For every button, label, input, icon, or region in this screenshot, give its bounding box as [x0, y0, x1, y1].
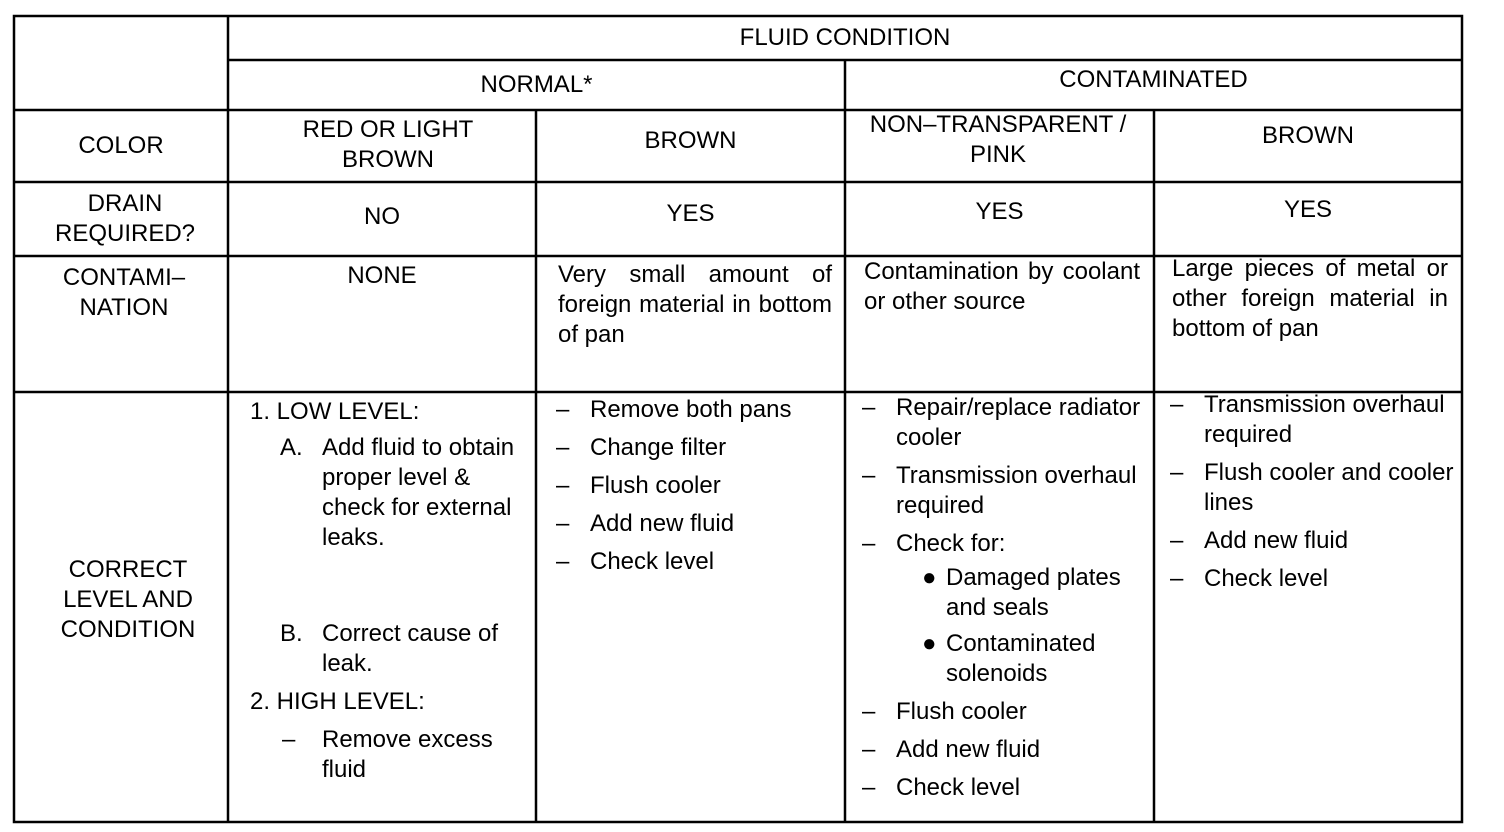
correct-normal-2-list	[546, 395, 842, 577]
list-item	[852, 735, 1150, 765]
contamination-normal-2: Very small amount of foreign material in bottom of pan	[558, 261, 832, 348]
header-contaminated: CONTAMINATED	[1059, 66, 1248, 93]
dash-marker: –	[1170, 459, 1184, 486]
list-item-text: Flush cooler and cooler lines	[1204, 459, 1454, 516]
color-normal-1: RED OR LIGHT BROWN	[302, 116, 474, 173]
dash-marker: –	[862, 530, 876, 557]
row-label-contamination: CONTAMI– NATION	[62, 264, 186, 321]
color-normal-2: BROWN	[644, 127, 737, 154]
list-item	[852, 461, 1150, 521]
sub-list-item	[922, 563, 1150, 623]
list-item	[852, 697, 1150, 727]
high-level-step	[240, 725, 532, 785]
list-item-text: Change filter	[590, 434, 727, 461]
dash-marker: –	[862, 394, 876, 421]
low-level-label: 1. LOW LEVEL:	[250, 398, 420, 425]
drain-normal-2: YES	[666, 200, 715, 227]
list-item-text: Transmission overhaul required	[1204, 391, 1445, 448]
list-item	[546, 471, 842, 501]
list-item-text: Remove both pans	[590, 396, 792, 423]
header-normal: NORMAL*	[480, 71, 593, 98]
dash-marker: –	[556, 396, 570, 423]
list-item	[546, 509, 842, 539]
list-item-text: Check level	[896, 774, 1021, 801]
dash-marker: –	[1170, 527, 1184, 554]
dash-marker: –	[556, 510, 570, 537]
step-b-marker: B.	[280, 620, 303, 647]
row-label-color: COLOR	[78, 132, 164, 159]
check-for-sublist	[896, 563, 1150, 689]
color-contaminated-1: NON–TRANSPARENT / PINK	[869, 111, 1127, 168]
drain-contaminated-2: YES	[1283, 196, 1333, 223]
sub-list-item-text: Damaged plates and seals	[946, 564, 1121, 621]
list-item	[546, 547, 842, 577]
color-contaminated-2: BROWN	[1262, 122, 1354, 149]
correct-normal-2	[546, 395, 842, 815]
bullet-icon: ●	[922, 630, 937, 657]
low-level-step-a	[240, 433, 532, 553]
dash-marker: –	[862, 698, 876, 725]
list-item-text: Check for:	[896, 530, 1006, 557]
list-item-text: Flush cooler	[896, 698, 1027, 725]
dash-marker: –	[556, 472, 570, 499]
list-item-text: Add new fluid	[590, 510, 735, 537]
list-item	[546, 395, 842, 425]
list-item-text: Check level	[590, 548, 715, 575]
list-item-text: Check level	[1204, 565, 1329, 592]
list-item	[1160, 564, 1458, 594]
step-a-marker: A.	[280, 434, 303, 461]
list-item	[852, 773, 1150, 803]
contamination-contaminated-1: Contamination by coolant or other source	[864, 258, 1140, 315]
correct-contaminated-1	[852, 393, 1150, 818]
list-item	[852, 393, 1150, 453]
high-step-text: Remove excess fluid	[322, 726, 493, 783]
list-item-text: Repair/replace radiator cooler	[896, 394, 1141, 451]
sub-list-item-text: Contaminated solenoids	[946, 630, 1096, 687]
contamination-normal-1: NONE	[347, 262, 417, 289]
row-label-correct: CORRECT LEVEL AND CONDITION	[60, 556, 196, 643]
correct-contaminated-2	[1160, 390, 1458, 815]
dash-marker: –	[1170, 391, 1184, 418]
high-level-label: 2. HIGH LEVEL:	[250, 688, 425, 715]
contamination-contaminated-2: Large pieces of metal or other foreign material in bottom of pan	[1172, 255, 1448, 342]
sub-list-item	[922, 629, 1150, 689]
dash-marker: –	[862, 736, 876, 763]
drain-normal-1: NO	[364, 203, 400, 230]
dash-marker: –	[862, 462, 876, 489]
dash-marker: –	[556, 548, 570, 575]
dash-marker: –	[862, 774, 876, 801]
drain-contaminated-1: YES	[975, 198, 1024, 225]
header-fluid-condition: FLUID CONDITION	[739, 24, 951, 51]
step-b-text: Correct cause of leak.	[322, 620, 499, 677]
list-item	[1160, 458, 1458, 518]
row-label-drain: DRAIN REQUIRED?	[54, 190, 196, 247]
list-item	[852, 529, 1150, 689]
list-item-text: Add new fluid	[896, 736, 1041, 763]
list-item-text: Transmission overhaul required	[896, 462, 1137, 519]
list-item-text: Add new fluid	[1204, 527, 1349, 554]
correct-contaminated-1-list	[852, 393, 1150, 803]
correct-normal-1	[240, 397, 532, 817]
list-item	[1160, 390, 1458, 450]
step-a-text: Add fluid to obtain proper level & check for external leaks.	[322, 434, 515, 551]
list-item	[546, 433, 842, 463]
low-level-step-b	[240, 619, 532, 679]
high-step-marker: –	[282, 726, 296, 753]
dash-marker: –	[556, 434, 570, 461]
correct-contaminated-2-list	[1160, 390, 1458, 594]
dash-marker: –	[1170, 565, 1184, 592]
bullet-icon: ●	[922, 564, 937, 591]
list-item	[1160, 526, 1458, 556]
list-item-text: Flush cooler	[590, 472, 721, 499]
